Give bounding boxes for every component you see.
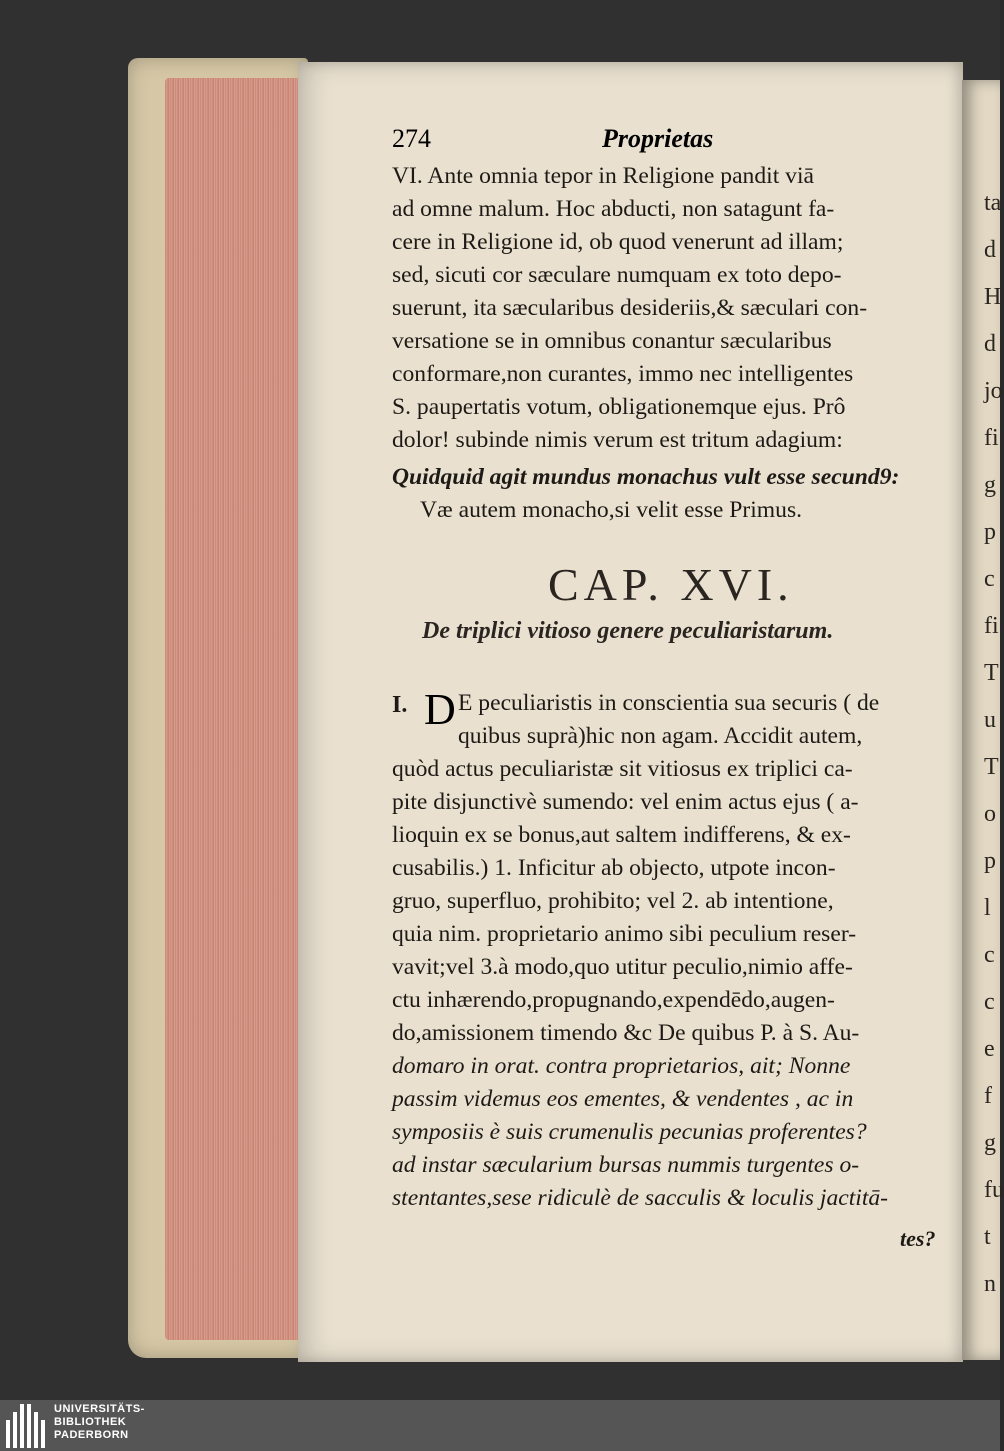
library-name-line: PADERBORN — [54, 1429, 129, 1441]
text-line: stentantes,sese ridiculè de sacculis & loculis jactitā- — [392, 1185, 889, 1211]
text-line: ctu inhærendo,propugnando,expendēdo,augen- — [392, 987, 835, 1013]
chapter-subtitle: De triplici vitioso genere peculiaristarum. — [422, 618, 834, 644]
facing-page-letter: g — [984, 1130, 996, 1156]
text-line: symposiis è suis crumenulis pecunias proferentes? — [392, 1119, 867, 1145]
catchword: tes? — [900, 1226, 936, 1251]
text-line: VI. Ante omnia tepor in Religione pandit viā — [392, 163, 814, 189]
page-header — [392, 124, 947, 157]
facing-page-letter: c — [984, 566, 995, 592]
text-line: quòd actus peculiaristæ sit vitiosus ex triplici ca- — [392, 756, 853, 782]
adage-line: Væ autem monacho,si velit esse Primus. — [420, 497, 803, 523]
paragraph-i-label: I. — [392, 692, 408, 718]
facing-page-letter: f — [984, 1083, 992, 1109]
facing-page-letter: d — [984, 237, 996, 263]
library-name-line: UNIVERSITÄTS- — [54, 1403, 145, 1415]
text-line: quibus suprà)hic non agam. Accidit autem, — [458, 723, 863, 749]
facing-page-letter: u — [984, 707, 996, 733]
facing-page-letter: e — [984, 1036, 995, 1062]
running-title: Proprietas — [602, 124, 714, 153]
facing-page-letter: p — [984, 848, 996, 874]
text-line: cere in Religione id, ob quod venerunt ad illam; — [392, 229, 844, 255]
facing-page-letter: ta — [984, 190, 1002, 216]
page-edges — [165, 78, 305, 1340]
text-line: suerunt, ita sæcularibus desideriis,& sæculari con- — [392, 295, 868, 321]
text-line: quia nim. proprietario animo sibi peculium reser- — [392, 921, 857, 947]
text-line: lioquin ex se bonus,aut saltem indifferens, & ex- — [392, 822, 851, 848]
facing-page-letter: o — [984, 801, 996, 827]
text-line: gruo, superfluo, prohibito; vel 2. ab intentione, — [392, 888, 834, 914]
facing-page-letter: d — [984, 331, 996, 357]
text-line: S. paupertatis votum, obligationemque ejus. Prô — [392, 394, 846, 420]
library-footer — [0, 1400, 1000, 1451]
facing-page-letter: g — [984, 472, 996, 498]
facing-page-letter: fi — [984, 425, 999, 451]
facing-page-letter: H — [984, 284, 1002, 310]
chapter-heading: CAP. XVI. — [548, 559, 794, 610]
facing-page-letter: T — [984, 660, 999, 686]
page-number: 274 — [392, 124, 431, 153]
facing-page-letter: l — [984, 895, 991, 921]
library-name — [54, 1403, 145, 1442]
facing-page-letter: fu — [984, 1177, 1004, 1203]
text-line: conformare,non curantes, immo nec intelligentes — [392, 361, 854, 387]
text-line: domaro in orat. contra proprietarios, ait; Nonne — [392, 1053, 851, 1079]
text-line: do,amissionem timendo &c De quibus P. à S. Au- — [392, 1020, 860, 1046]
text-line: ad instar sæcularium bursas nummis turgentes o- — [392, 1152, 860, 1178]
text-line: sed, sicuti cor sæculare numquam ex toto depo- — [392, 262, 842, 288]
text-line: cusabilis.) 1. Inficitur ab objecto, utpote incon- — [392, 855, 836, 881]
text-line: ad omne malum. Hoc abducti, non satagunt fa- — [392, 196, 835, 222]
facing-page-letter: t — [984, 1224, 991, 1250]
facing-page-letter: T — [984, 754, 999, 780]
text-line: dolor! subinde nimis verum est tritum adagium: — [392, 427, 843, 453]
facing-page-edge — [962, 80, 1004, 1360]
text-line: passim videmus eos ementes, & vendentes , ac in — [392, 1086, 854, 1112]
facing-page-letter: c — [984, 989, 995, 1015]
drop-initial: D — [424, 685, 456, 734]
library-name-line: BIBLIOTHEK — [54, 1416, 127, 1428]
facing-page-letter: n — [984, 1271, 996, 1297]
library-logo-icon — [6, 1404, 46, 1448]
facing-page-letter: jo — [984, 378, 1003, 404]
paragraph-i-first-line: E peculiaristis in conscientia sua securis ( de — [458, 690, 880, 716]
facing-page-letter: c — [984, 942, 995, 968]
text-line: pite disjunctivè sumendo: vel enim actus ejus ( a- — [392, 789, 859, 815]
facing-page-letter: p — [984, 519, 996, 545]
adage-line: Quidquid agit mundus monachus vult esse secund9: — [392, 464, 900, 490]
text-line: versatione se in omnibus conantur sæcularibus — [392, 328, 832, 354]
text-line: vavit;vel 3.à modo,quo utitur peculio,nimio affe- — [392, 954, 853, 980]
facing-page-letter: fi — [984, 613, 999, 639]
